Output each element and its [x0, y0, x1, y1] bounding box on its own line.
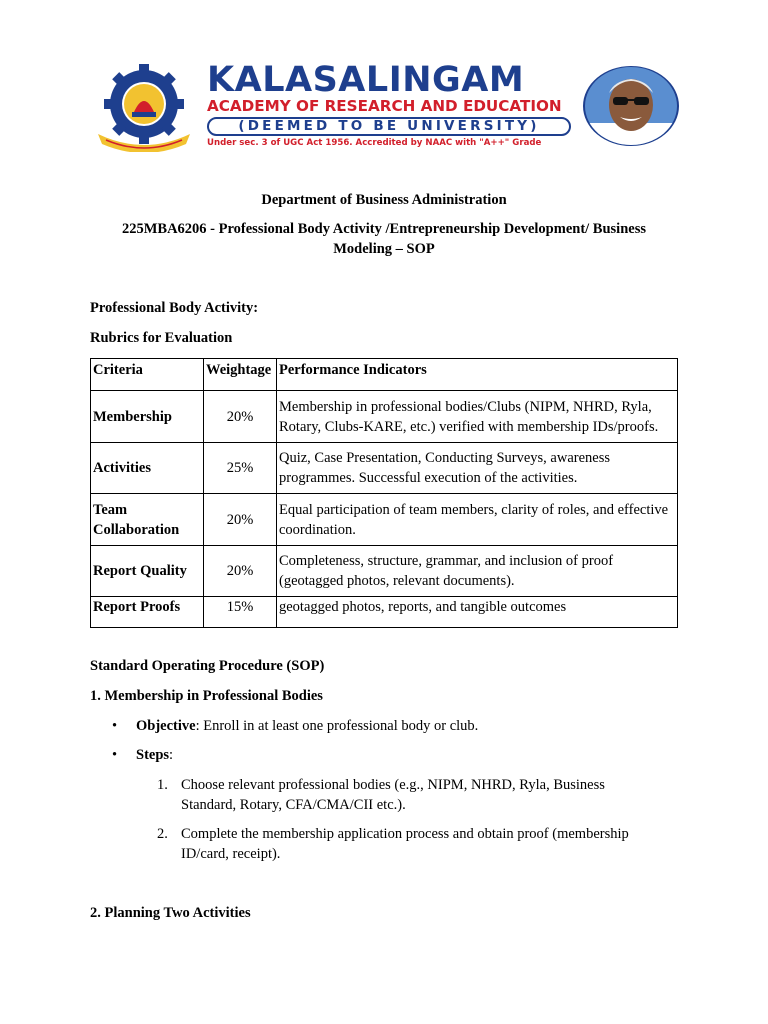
- table-row: [91, 546, 678, 597]
- objective-label: Objective: [136, 718, 196, 734]
- row-indicator: Equal participation of team members, clarity of roles, and effective coordination.: [277, 494, 678, 546]
- row-criteria: Report Quality: [91, 546, 204, 597]
- sop-heading: Standard Operating Procedure (SOP): [90, 658, 325, 674]
- university-name: KALASALINGAM: [207, 60, 525, 100]
- letterhead: [90, 62, 680, 154]
- founder-portrait: [582, 65, 680, 147]
- course-title-line2: Modeling – SOP: [333, 241, 435, 257]
- rubrics-heading: Rubrics for Evaluation: [90, 330, 233, 346]
- row-weight: 25%: [204, 443, 277, 494]
- sop-item1-heading: 1. Membership in Professional Bodies: [90, 688, 323, 704]
- bullet-glyph: •: [112, 718, 118, 734]
- row-criteria: Report Proofs: [91, 597, 204, 628]
- course-title-line1: 225MBA6206 - Professional Body Activity /Entrepreneurship Development/ Business: [121, 221, 647, 237]
- university-seal-logo: [92, 64, 196, 152]
- list-text: Complete the membership application process and obtain proof (membership ID/card, receipt).: [181, 826, 629, 862]
- bullet-glyph: •: [112, 747, 118, 763]
- table-row: [91, 443, 678, 494]
- list-number: 2.: [157, 826, 168, 842]
- deemed-university-label: (DEEMED TO BE UNIVERSITY): [207, 117, 571, 136]
- list-text: Choose relevant professional bodies (e.g., NIPM, NHRD, Ryla, Business Standard, Rotary, CFA/CMA/CII etc.).: [181, 777, 605, 813]
- row-weight: 20%: [204, 546, 277, 597]
- row-indicator: Completeness, structure, grammar, and inclusion of proof (geotagged photos, relevant documents).: [277, 546, 678, 597]
- row-indicator: geotagged photos, reports, and tangible outcomes: [277, 597, 678, 628]
- row-criteria: Activities: [91, 443, 204, 494]
- row-weight: 20%: [204, 391, 277, 443]
- university-brand: [207, 62, 579, 154]
- row-indicator: Quiz, Case Presentation, Conducting Surveys, awareness programmes. Successful execution of the activities.: [277, 443, 678, 494]
- rubric-table: [90, 358, 678, 628]
- section-heading: Professional Body Activity:: [90, 300, 259, 316]
- university-subtitle: ACADEMY OF RESEARCH AND EDUCATION: [207, 97, 562, 115]
- row-criteria: Team Collaboration: [91, 494, 204, 546]
- row-weight: 15%: [204, 597, 277, 628]
- objective-text: : Enroll in at least one professional body or club.: [195, 718, 479, 734]
- department-title: Department of Business Administration: [261, 192, 507, 208]
- header-indicators: Performance Indicators: [277, 359, 678, 391]
- table-header-row: [91, 359, 678, 391]
- steps-label: Steps: [136, 747, 170, 763]
- sop-item2-heading: 2. Planning Two Activities: [90, 905, 251, 921]
- row-weight: 20%: [204, 494, 277, 546]
- list-number: 1.: [157, 777, 168, 793]
- steps-colon: :: [169, 747, 174, 763]
- table-row: [91, 597, 678, 628]
- table-row: [91, 391, 678, 443]
- row-criteria: Membership: [91, 391, 204, 443]
- header-criteria: Criteria: [91, 359, 204, 391]
- accreditation-note: Under sec. 3 of UGC Act 1956. Accredited by NAAC with "A++" Grade: [207, 138, 542, 148]
- table-row: [91, 494, 678, 546]
- row-indicator: Membership in professional bodies/Clubs (NIPM, NHRD, Ryla, Rotary, Clubs-KARE, etc.) verified with membership IDs/proofs.: [277, 391, 678, 443]
- header-weightage: Weightage: [204, 359, 277, 391]
